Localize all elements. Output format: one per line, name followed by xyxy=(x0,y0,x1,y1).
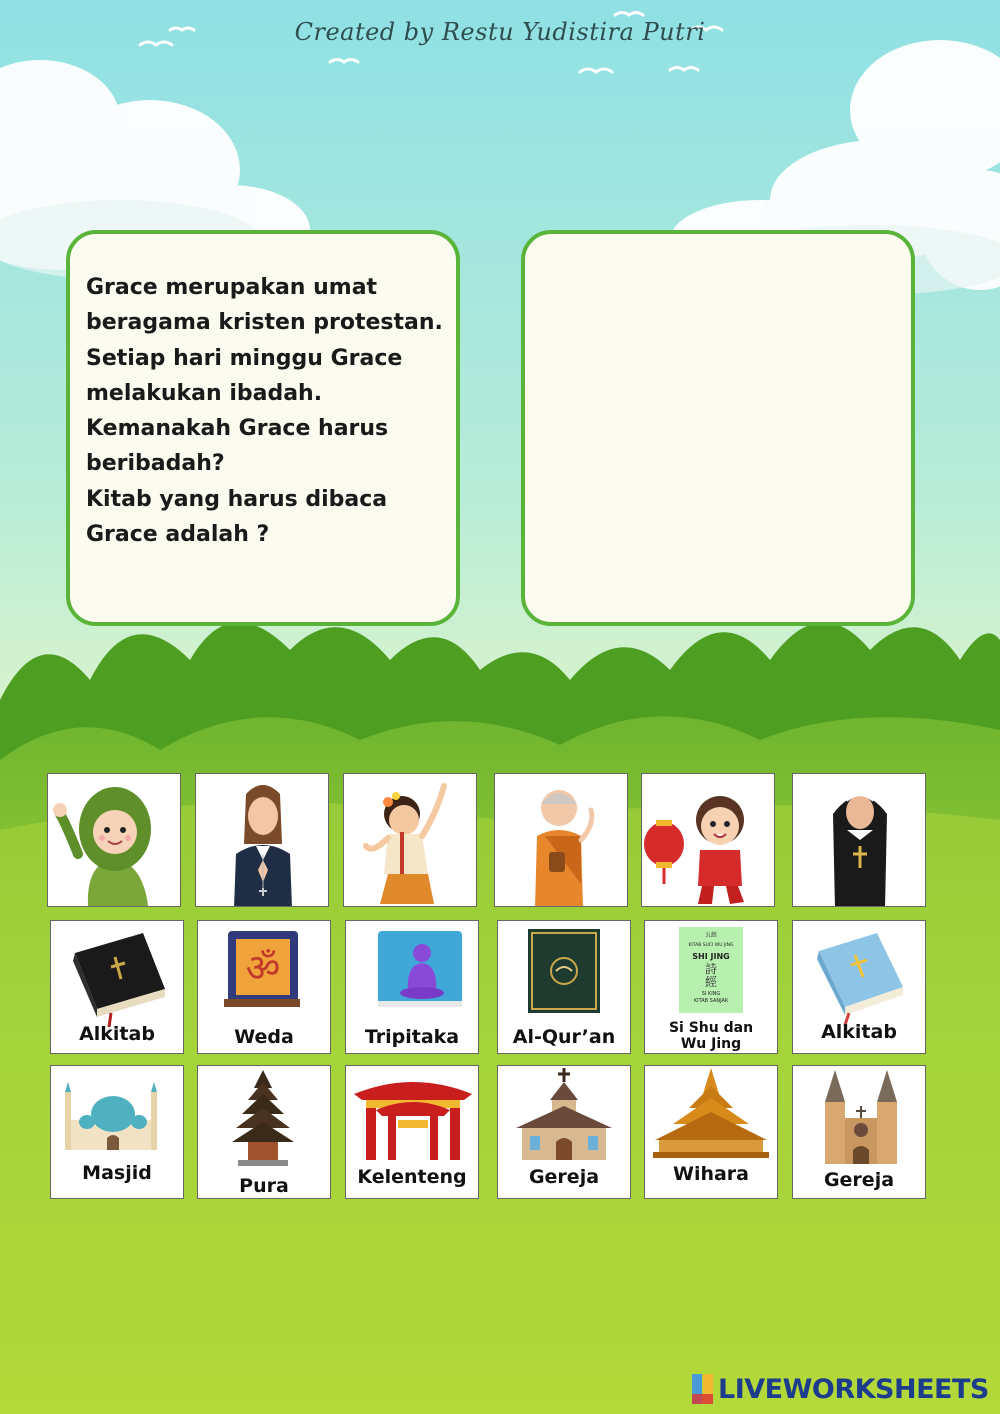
liveworksheets-logo xyxy=(692,1372,989,1406)
question-line: Kemanakah Grace harus xyxy=(86,416,389,442)
question-line: melakukan ibadah. xyxy=(86,380,323,406)
chinese-boy-tile[interactable] xyxy=(641,773,775,907)
book-tile-quran[interactable] xyxy=(497,920,631,1054)
book-label: Weda xyxy=(234,1026,294,1048)
protestant-woman-icon xyxy=(196,774,329,907)
book-label-line: Wu Jing xyxy=(680,1036,742,1052)
place-tile-kelenteng[interactable] xyxy=(345,1065,479,1199)
book-tile-alkitab-blue[interactable] xyxy=(792,920,926,1054)
place-label: Gereja xyxy=(823,1169,895,1191)
balinese-dancer-tile[interactable] xyxy=(343,773,477,907)
place-tile-masjid[interactable] xyxy=(50,1065,184,1199)
place-tile-wihara[interactable] xyxy=(644,1065,778,1199)
question-line: Kitab yang harus dibaca xyxy=(86,486,388,512)
book-label: Alkitab xyxy=(79,1023,155,1045)
protestant-woman-tile[interactable] xyxy=(195,773,329,907)
book-tile-alkitab[interactable] xyxy=(50,920,184,1054)
place-tile-gereja-cathedral[interactable] xyxy=(792,1065,926,1199)
question-line: beribadah? xyxy=(86,451,225,477)
buddhist-monk-tile[interactable] xyxy=(494,773,628,907)
book-tile-weda[interactable] xyxy=(197,920,331,1054)
cover-text: SI KING xyxy=(701,991,721,997)
buddhist-monk-icon xyxy=(495,774,628,907)
answer-drop-zone[interactable] xyxy=(521,230,915,626)
place-tile-gereja[interactable] xyxy=(497,1065,631,1199)
catholic-nun-icon xyxy=(793,774,926,907)
question-line: beragama kristen protestan. xyxy=(86,310,443,336)
cover-text: SHI JING xyxy=(692,952,730,961)
credit-text: Created by Restu Yudistira Putri xyxy=(294,18,706,46)
book-label: Al-Qur’an xyxy=(512,1026,616,1048)
place-label: Gereja xyxy=(528,1166,600,1188)
question-line: Grace merupakan umat xyxy=(86,275,378,300)
catholic-nun-tile[interactable] xyxy=(792,773,926,907)
balinese-dancer-icon xyxy=(344,774,477,907)
question-text xyxy=(86,270,446,552)
book-label xyxy=(645,1020,777,1052)
book-label-line: Si Shu dan xyxy=(668,1020,754,1036)
cover-text: KITAB SANJAK xyxy=(693,998,729,1004)
cover-text: 詩 xyxy=(704,962,718,976)
cover-text: 經 xyxy=(704,975,718,989)
muslim-girl-icon xyxy=(48,774,181,907)
book-label: Tripitaka xyxy=(364,1026,460,1048)
muslim-girl-tile[interactable] xyxy=(47,773,181,907)
svg-text:ॐ: ॐ xyxy=(245,946,281,990)
chinese-boy-icon xyxy=(642,774,775,907)
book-label: Alkitab xyxy=(821,1021,897,1043)
brand-text: LIVEWORKSHEETS xyxy=(718,1373,989,1405)
place-label: Wihara xyxy=(672,1163,749,1185)
place-label: Masjid xyxy=(82,1162,152,1184)
cover-text: 五經 xyxy=(704,932,718,939)
book-tile-tripitaka[interactable] xyxy=(345,920,479,1054)
question-card xyxy=(66,230,460,626)
question-line: Setiap hari minggu Grace xyxy=(86,345,403,371)
place-label: Pura xyxy=(239,1175,289,1197)
live-badge-icon xyxy=(692,1374,714,1404)
cover-text: KITAB SUCI WU JING xyxy=(688,943,734,948)
place-label: Kelenteng xyxy=(357,1166,467,1188)
question-line: Grace adalah ? xyxy=(86,522,270,548)
place-tile-pura[interactable] xyxy=(197,1065,331,1199)
book-tile-sishu[interactable] xyxy=(644,920,778,1054)
